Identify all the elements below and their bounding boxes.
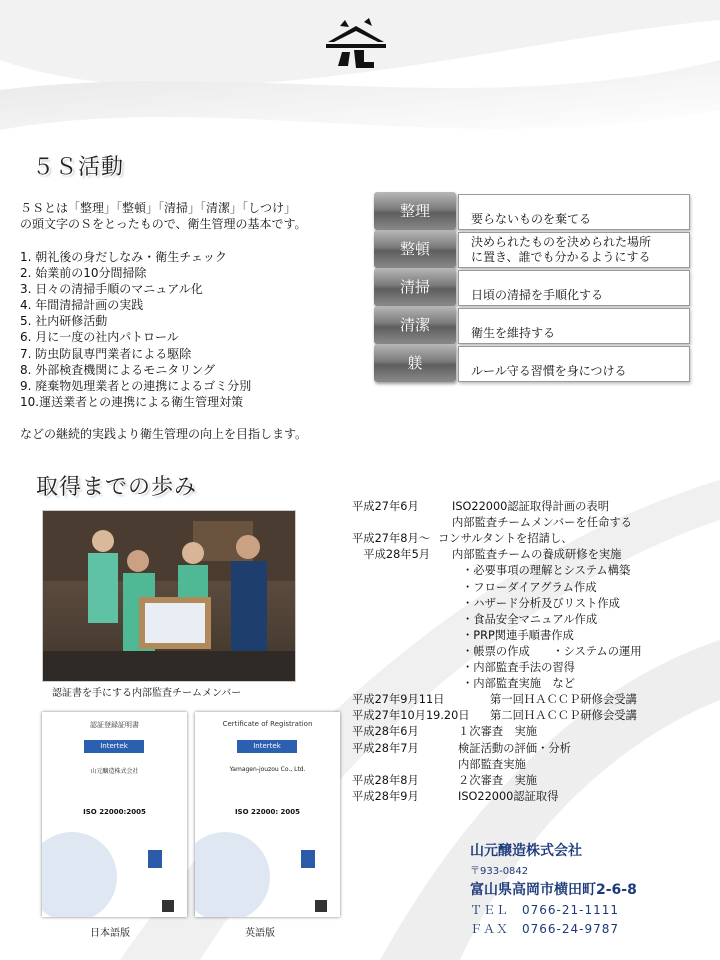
list-item: 4. 年間清掃計画の実践 [20,298,144,313]
timeline-text: ISO22000認証取得 [458,789,559,803]
five-s-row [374,306,690,344]
five-s-row [374,344,690,382]
timeline-date: 平成28年8月 [352,773,419,787]
timeline-text: 内部監査チームメンバーを任命する [452,516,632,530]
five-s-label: 清掃 [374,268,456,306]
timeline-date: 平成27年9月11日 [352,693,445,707]
timeline-text: ・PRP関連手順書作成 [462,628,574,642]
timeline-text: ・フローダイアグラム作成 [462,580,597,594]
section-title-5s: ５Ｓ活動 [32,155,125,180]
timeline-date: 平成28年6月 [352,725,419,739]
company-tel: ＴＥＬ 0766-21-1111 [470,903,620,917]
five-s-label: 躾 [374,344,456,382]
cert-standard: ISO 22000:2005 [83,808,146,816]
globe-watermark-icon [195,822,340,917]
list-item: 5. 社内研修活動 [20,314,108,329]
five-s-label: 整理 [374,192,456,230]
globe-watermark-icon [42,822,187,917]
activity-list [20,249,365,410]
timeline-date: 平成28年7月 [352,741,419,755]
timeline-text: コンサルタントを招請し、 [438,532,573,546]
timeline-text: ・内部監査手法の習得 [462,661,575,674]
certificate-english [195,712,340,917]
timeline-text: 第二回ＨＡＣＣＰ研修会受講 [490,709,637,723]
intro-line: の頭文字のＳをとったもので、衛生管理の基本です。 [20,217,307,231]
timeline-text: １次審査 実施 [458,725,538,739]
list-item: 9. 廃棄物処理業者との連携によるゴミ分別 [20,378,252,393]
timeline-text: 検証活動の評価・分析 [458,741,571,755]
list-item: 1. 朝礼後の身だしなみ・衛生チェック [20,250,227,264]
five-s-row [374,268,690,306]
logo [320,18,392,70]
five-s-text: 日頃の清掃を手順化する [471,288,604,302]
timeline-text: ２次審査 実施 [458,773,538,787]
five-s-box [458,346,690,382]
five-s-box [458,232,690,268]
timeline-text: 内部監査チームの養成研修を実施 [452,548,622,562]
five-s-row [374,192,690,230]
yamamoto-logo-icon [320,18,392,70]
five-s-label: 清潔 [374,306,456,344]
five-s-box [458,194,690,230]
timeline-text: ・内部監査実施 など [462,677,575,691]
list-item: 6. 月に一度の社内パトロール [20,330,179,345]
timeline-text: 第一回ＨＡＣＣＰ研修会受講 [490,693,637,707]
five-s-row [374,230,690,268]
list-item: 10.運送業者との連携による衛生管理対策 [20,394,244,409]
timeline-text: 内部監査実施 [458,757,526,771]
cert-caption-en: 英語版 [245,928,275,939]
five-s-box [458,308,690,344]
team-photo [42,510,296,682]
company-address: 富山県高岡市横田町2-6-8 [470,882,637,898]
timeline-text: ・必要事項の理解とシステム構築 [462,564,631,578]
company-zip: 〒933-0842 [470,866,529,877]
intro-text [20,200,365,232]
list-item: 3. 日々の清掃手順のマニュアル化 [20,282,203,297]
timeline-date: 平成27年8月～ [352,532,431,546]
timeline-text: ・帳票の作成 ・システムの運用 [462,644,642,658]
timeline-date: 平成27年6月 [352,500,419,513]
timeline-date: 平成27年10月19.20日 [352,709,470,723]
intro-line: ５Ｓとは「整理」「整頓」「清掃」「清潔」「しつけ」 [20,201,297,215]
cert-title: 認証登録証明書 [90,721,139,729]
certificate-japanese [42,712,187,917]
photo-caption: 認証書を手にする内部監査チームメンバー [52,688,242,699]
cert-caption-jp: 日本語版 [90,928,130,939]
timeline-date: 平成28年9月 [352,789,419,803]
team-photo-image [43,511,295,681]
company-fax: ＦＡＸ 0766-24-9787 [470,922,620,936]
five-s-text: 衛生を維持する [471,326,556,340]
list-item: 8. 外部検査機関によるモニタリング [20,362,216,377]
five-s-text: 要らないものを棄てる [471,212,592,226]
intertek-logo-icon: Intertek [84,740,144,753]
timeline-text: ・ハザード分析及びリスト作成 [462,596,620,610]
five-s-label: 整頓 [374,230,456,268]
section-title-history: 取得までの歩み [36,475,198,500]
list-item: 7. 防虫防鼠専門業者による駆除 [20,346,192,361]
list-item: 2. 始業前の10分間掃除 [20,266,147,281]
five-s-text: 決められたものを決められた場所 に置き、誰でも分かるようにする [471,235,652,264]
five-s-box [458,270,690,306]
timeline-text: ・食品安全マニュアル作成 [462,612,598,626]
cert-company: 山元醸造株式会社 [90,768,139,775]
closing-text: などの継続的実践より衛生管理の向上を目指します。 [20,427,308,441]
cert-company: Yamagen-jouzou Co., Ltd. [229,766,306,773]
timeline-date: 平成28年5月 [352,548,431,562]
five-s-text: ルール守る習慣を身につける [471,364,627,378]
intertek-logo-icon: Intertek [237,740,297,753]
company-name: 山元醸造株式会社 [470,843,582,859]
timeline-text: ISO22000認証取得計画の表明 [452,500,610,513]
cert-standard: ISO 22000: 2005 [234,808,301,816]
cert-title: Certificate of Registration [222,720,313,728]
company-info [470,840,637,937]
